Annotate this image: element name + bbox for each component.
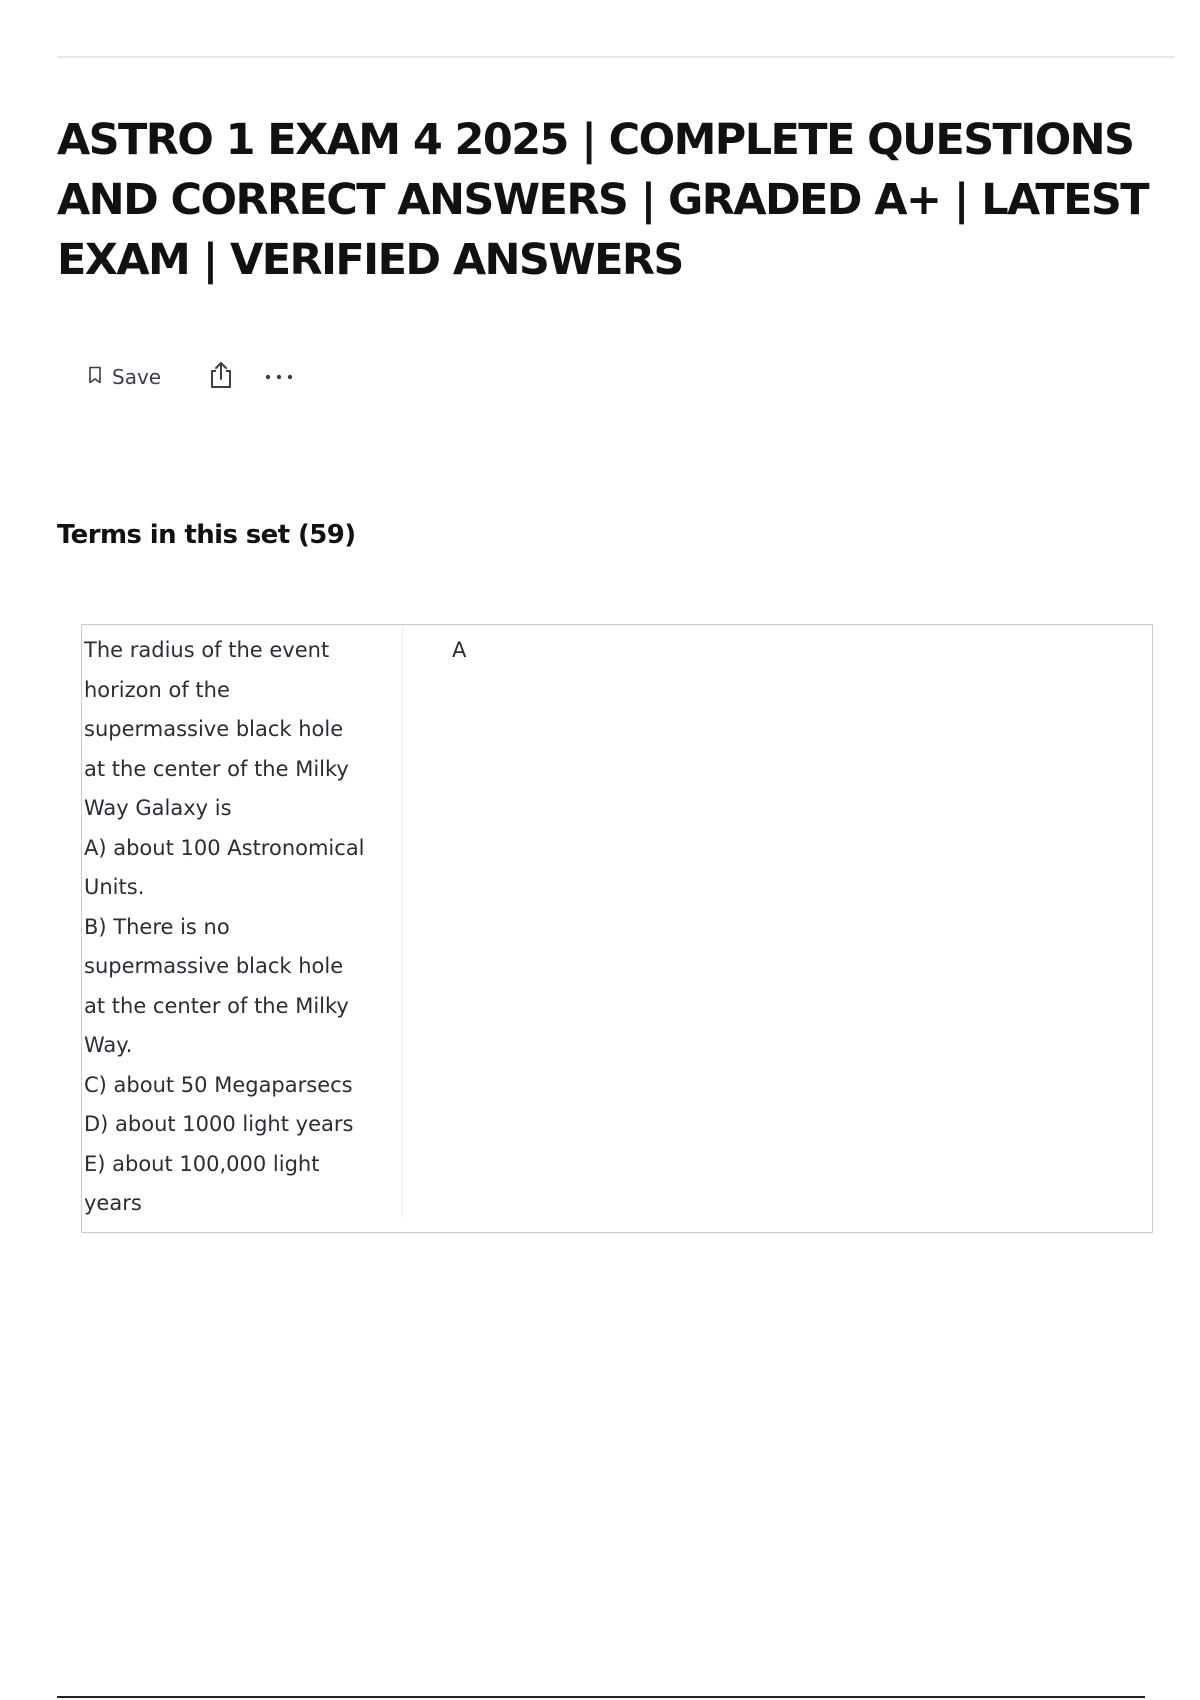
terms-heading: Terms in this set (59) xyxy=(57,520,356,550)
top-divider xyxy=(57,56,1175,58)
bottom-divider xyxy=(57,1696,1145,1698)
term-text: The radius of the event horizon of the supermassive black hole at the center of the Milky Way Galaxy is A) about 100 Astronomical Units. B) There is no supermassive black hole at the center of the Milky Way. C) about 50 Megaparsecs D) about 1000 light years E) about 100,000 light years xyxy=(84,638,365,1215)
column-divider xyxy=(402,625,403,1217)
action-bar xyxy=(80,355,301,399)
share-icon xyxy=(208,360,234,395)
more-options-button[interactable] xyxy=(257,357,301,397)
save-label: Save xyxy=(112,365,162,389)
definition-text: A xyxy=(452,638,467,662)
page-title: ASTRO 1 EXAM 4 2025 | COMPLETE QUESTIONS AND CORRECT ANSWERS | GRADED A+ | LATEST EXAM | VERIFIED ANSWERS xyxy=(57,115,1148,285)
more-icon xyxy=(264,368,294,386)
terms-card xyxy=(81,624,1153,1233)
term-row[interactable] xyxy=(82,625,1152,1232)
bookmark-icon xyxy=(88,366,102,389)
share-button[interactable] xyxy=(199,357,243,397)
save-button[interactable] xyxy=(80,357,171,397)
